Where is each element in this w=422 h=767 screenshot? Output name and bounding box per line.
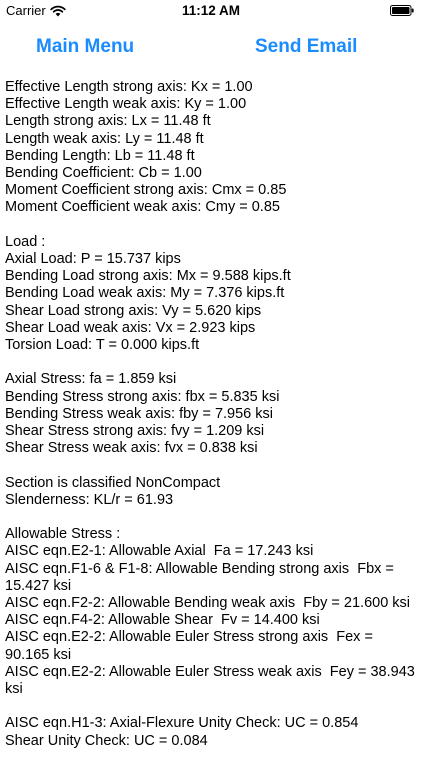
report-section: [5, 475, 415, 509]
report-line: Shear Load weak axis: Vx = 2.923 kips: [5, 319, 256, 336]
report-section: [5, 371, 415, 457]
report-line: AISC eqn.F2-2: Allowable Bending weak axis Fby = 21.600 ksi: [5, 595, 411, 612]
report-line: Effective Length strong axis: Kx = 1.00: [5, 79, 253, 95]
report-line: Length weak axis: Ly = 11.48 ft: [5, 130, 204, 147]
report-section: [5, 715, 415, 749]
report-line: Shear Load strong axis: Vy = 5.620 kips: [5, 302, 262, 319]
report-line: Bending Length: Lb = 11.48 ft: [5, 147, 195, 164]
report-line: Axial Stress: fa = 1.859 ksi: [5, 371, 177, 388]
report-line: AISC eqn.F1-6 & F1-8: Allowable Bending strong axis Fbx = 15.427 ksi: [5, 560, 398, 594]
navigation-bar: [0, 36, 422, 64]
report-line: Allowable Stress :: [5, 526, 121, 543]
report-line: Slenderness: KL/r = 61.93: [5, 491, 174, 508]
status-bar: [0, 0, 422, 22]
report-section: [5, 526, 419, 698]
report-line: Axial Load: P = 15.737 kips: [5, 251, 181, 268]
status-time: 11:12 AM: [181, 3, 241, 18]
battery-icon: [390, 5, 414, 16]
results-report: [5, 79, 419, 767]
report-line: AISC eqn.H1-3: Axial-Flexure Unity Check: UC = 0.854: [5, 715, 359, 732]
carrier-label: Carrier: [6, 3, 46, 18]
report-line: Bending Load weak axis: My = 7.376 kips.ft: [5, 285, 285, 302]
report-line: Bending Stress strong axis: fbx = 5.835 ksi: [5, 388, 280, 405]
report-section: [5, 79, 415, 217]
report-line: Bending Stress weak axis: fby = 7.956 ksi: [5, 405, 273, 422]
report-line: Bending Coefficient: Cb = 1.00: [5, 165, 202, 182]
report-line: Torsion Load: T = 0.000 kips.ft: [5, 337, 200, 354]
report-section: [5, 234, 415, 354]
send-email-button[interactable]: Send Email: [255, 36, 358, 57]
report-line: Moment Coefficient weak axis: Cmy = 0.85: [5, 199, 280, 216]
report-line: AISC eqn.E2-2: Allowable Euler Stress strong axis Fex = 90.165 ksi: [5, 629, 377, 663]
report-line: AISC eqn.E2-2: Allowable Euler Stress weak axis Fey = 38.943 ksi: [5, 663, 419, 698]
main-menu-button[interactable]: Main Menu: [36, 36, 135, 57]
report-line: Shear Unity Check: UC = 0.084: [5, 732, 208, 749]
report-line: AISC eqn.F4-2: Allowable Shear Fv = 14.400 ksi: [5, 612, 320, 629]
report-line: Effective Length weak axis: Ky = 1.00: [5, 96, 247, 113]
report-line: Section is classified NonCompact: [5, 474, 221, 491]
report-line: Load :: [5, 233, 46, 250]
report-line: Shear Stress strong axis: fvy = 1.209 ksi: [5, 423, 265, 440]
report-line: Shear Stress weak axis: fvx = 0.838 ksi: [5, 440, 258, 457]
report-line: Moment Coefficient strong axis: Cmx = 0.85: [5, 182, 287, 199]
report-line: Bending Load strong axis: Mx = 9.588 kips.ft: [5, 268, 291, 285]
report-line: Length strong axis: Lx = 11.48 ft: [5, 113, 211, 130]
report-line: AISC eqn.E2-1: Allowable Axial Fa = 17.243 ksi: [5, 543, 314, 560]
